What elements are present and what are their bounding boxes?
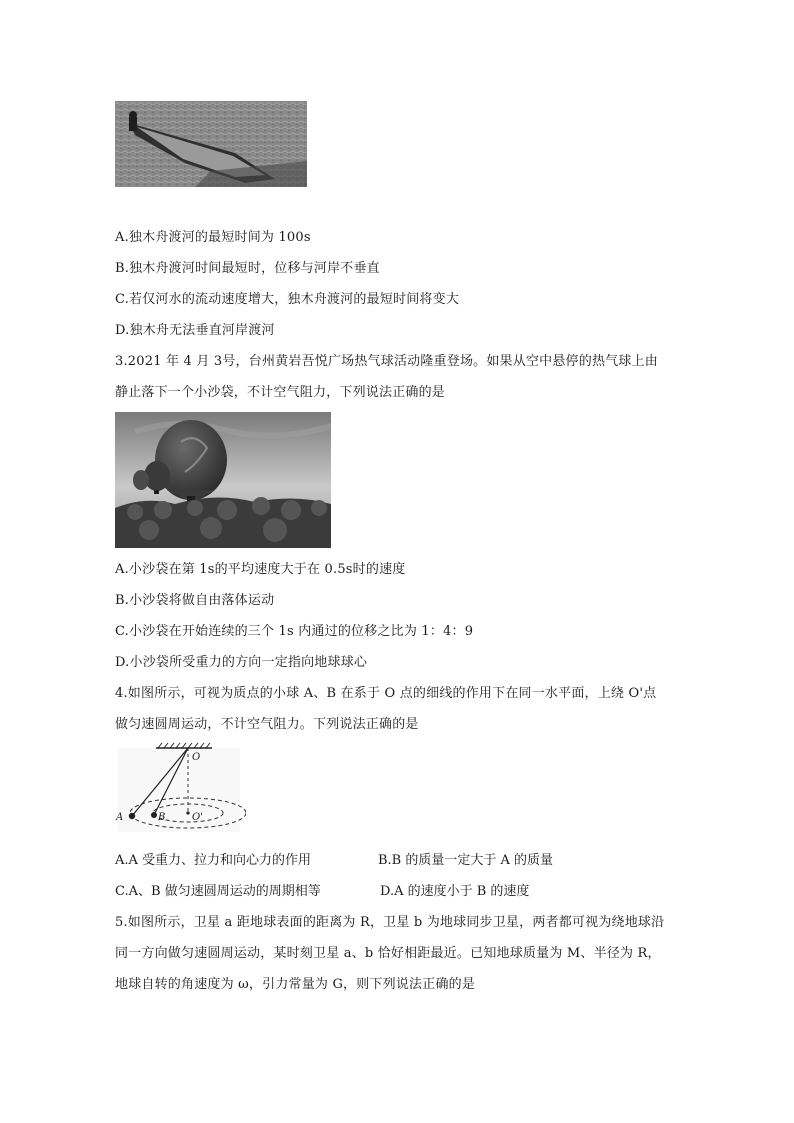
q5-stem-line1: 5.如图所示，卫星 a 距地球表面的距离为 R，卫星 b 为地球同步卫星，两者都可视为绕地球沿 [115, 915, 665, 930]
canoe-photo [115, 101, 307, 187]
q2-option-c: C.若仅河水的流动速度增大，独木舟渡河的最短时间将变大 [115, 292, 460, 307]
q3-stem-line1: 3.2021 年 4 月 3号，台州黄岩吾悦广场热气球活动隆重登场。如果从空中悬停的热气球上由 [115, 354, 658, 369]
q4-option-d: D.A 的速度小于 B 的速度 [380, 884, 530, 899]
q2-option-b: B.独木舟渡河时间最短时，位移与河岸不垂直 [115, 261, 380, 276]
balloon-photo [115, 412, 331, 548]
q4-option-b: B.B 的质量一定大于 A 的质量 [378, 853, 554, 868]
q3-option-a: A.小沙袋在第 1s的平均速度大于在 0.5s时的速度 [115, 562, 406, 577]
q3-option-d: D.小沙袋所受重力的方向一定指向地球球心 [115, 655, 368, 670]
q4-stem-line2: 做匀速圆周运动，不计空气阻力。下列说法正确的是 [115, 717, 419, 732]
q4-stem-line1: 4.如图所示，可视为质点的小球 A、B 在系于 O 点的细线的作用下在同一水平面，上绕 O'点 [115, 686, 657, 701]
label-o-prime: O' [192, 812, 203, 823]
q5-stem-line2: 同一方向做匀速圆周运动，某时刻卫星 a、b 恰好相距最近。已知地球质量为 M、半径为 R， [115, 946, 661, 961]
q4-option-a: A.A 受重力、拉力和向心力的作用 [115, 853, 312, 868]
label-a: A [116, 812, 124, 823]
label-b: B [158, 812, 166, 823]
label-o: O [192, 752, 201, 763]
q2-option-d: D.独木舟无法垂直河岸渡河 [115, 323, 275, 338]
q4-option-c: C.A、B 做匀速圆周运动的周期相等 [115, 884, 321, 899]
q3-option-c: C.小沙袋在开始连续的三个 1s 内通过的位移之比为 1：4：9 [115, 624, 474, 639]
q3-option-b: B.小沙袋将做自由落体运动 [115, 593, 275, 608]
q2-option-a: A.独木舟渡河的最短时间为 100s [115, 230, 311, 245]
q5-stem-line3: 地球自转的角速度为 ω，引力常量为 G，则下列说法正确的是 [115, 977, 476, 992]
q3-stem-line2: 静止落下一个小沙袋，不计空气阻力，下列说法正确的是 [115, 385, 446, 400]
conical-pendulum-figure [112, 742, 246, 838]
